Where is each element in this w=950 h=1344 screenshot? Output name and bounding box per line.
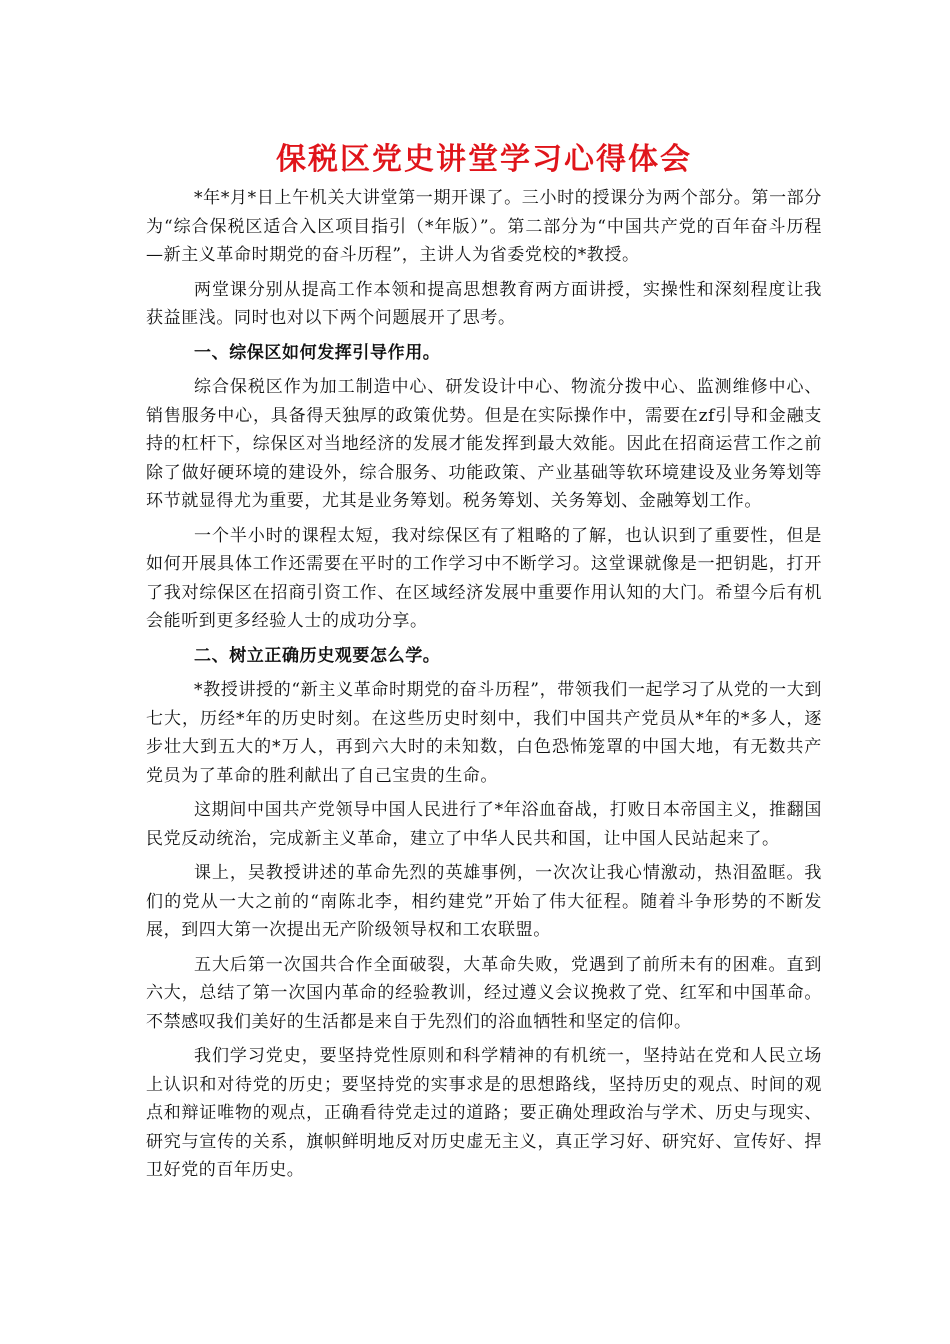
paragraph-history-4: 五大后第一次国共合作全面破裂，大革命失败，党遇到了前所未有的困难。直到六大，总结了第一次国内革命的经验教训，经过遵义会议挽救了党、红军和中国革命。不禁感叹我们美好的生活都是来自于先烈们的浴血牺牲和坚定的信仰。 bbox=[146, 954, 822, 1032]
paragraph-course-short: 一个半小时的课程太短，我对综保区有了粗略的了解，也认识到了重要性，但是如何开展具体工作还需要在平时的工作学习中不断学习。这堂课就像是一把钥匙，打开了我对综保区在招商引资工作、在区域经济发展中重要作用认知的大门。希望今后有机会能听到更多经验人士的成功分享。 bbox=[146, 525, 822, 631]
document-page bbox=[146, 138, 822, 1191]
paragraph-reflection: 两堂课分别从提高工作本领和提高思想教育两方面讲授，实操性和深刻程度让我获益匪浅。同时也对以下两个问题展开了思考。 bbox=[146, 279, 822, 328]
paragraph-conclusion: 我们学习党史，要坚持党性原则和科学精神的有机统一，坚持站在党和人民立场上认识和对待党的历史；要坚持党的实事求是的思想路线，坚持历史的观点、时间的观点和辩证唯物的观点，正确看待党走过的道路；要正确处理政治与学术、历史与现实、研究与宣传的关系，旗帜鲜明地反对历史虚无主义，真正学习好、研究好、宣传好、捍卫好党的百年历史。 bbox=[146, 1046, 822, 1180]
section-heading-2: 二、树立正确历史观要怎么学。 bbox=[194, 645, 441, 666]
paragraph-history-3: 课上，吴教授讲述的革命先烈的英雄事例，一次次让我心情激动，热泪盈眶。我们的党从一大之前的“南陈北李，相约建党”开始了伟大征程。随着斗争形势的不断发展，到四大第一次提出无产阶级领导权和工农联盟。 bbox=[146, 863, 822, 940]
section-heading-1: 一、综保区如何发挥引导作用。 bbox=[194, 342, 441, 363]
paragraph-bonded-zone: 综合保税区作为加工制造中心、研发设计中心、物流分拨中心、监测维修中心、销售服务中心，具备得天独厚的政策优势。但是在实际操作中，需要在zf引导和金融支持的杠杆下，综保区对当地经济的发展才能发挥到最大效能。因此在招商运营工作之前除了做好硬环境的建设外，综合服务、功能政策、产业基础等软环境建设及业务筹划等环节就显得尤为重要，尤其是业务筹划。税务筹划、关务筹划、金融筹划工作。 bbox=[146, 377, 822, 511]
document-title: 保税区党史讲堂学习心得体会 bbox=[276, 142, 692, 177]
paragraph-history-2: 这期间中国共产党领导中国人民进行了*年浴血奋战，打败日本帝国主义，推翻国民党反动统治，完成新主义革命，建立了中华人民共和国，让中国人民站起来了。 bbox=[146, 800, 822, 849]
paragraph-intro: *年*月*日上午机关大讲堂第一期开课了。三小时的授课分为两个部分。第一部分为“综合保税区适合入区项目指引（*年版）”。第二部分为“中国共产党的百年奋斗历程—新主义革命时期党的奋斗历程”，主讲人为省委党校的*教授。 bbox=[146, 188, 822, 265]
paragraph-history-1: *教授讲授的“新主义革命时期党的奋斗历程”，带领我们一起学习了从党的一大到七大，历经*年的历史时刻。在这些历史时刻中，我们中国共产党员从*年的*多人，逐步壮大到五大的*万人，再到六大时的未知数，白色恐怖笼罩的中国大地，有无数共产党员为了革命的胜利献出了自己宝贵的生命。 bbox=[146, 680, 822, 786]
